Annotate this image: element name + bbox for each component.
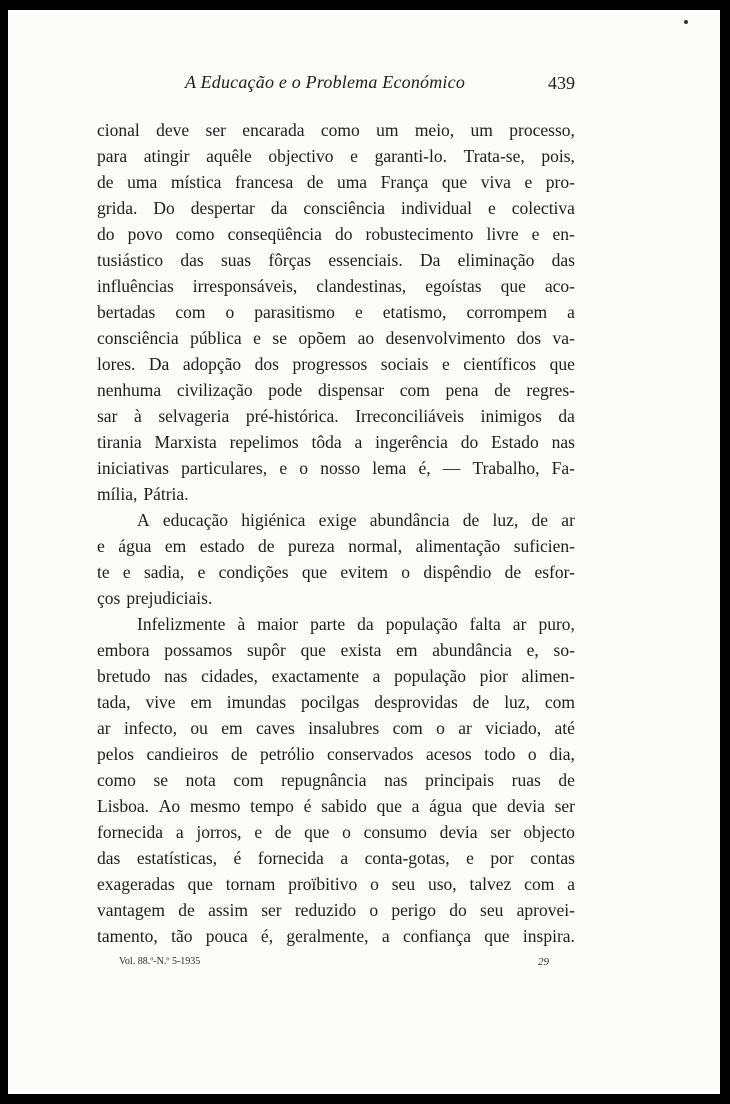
text-line: do povo como conseqüência do robustecimento livre e en- <box>97 224 575 244</box>
volume-line: Vol. 88.º-N.º 5-1935 <box>119 956 201 967</box>
signature-mark: 29 <box>538 956 549 968</box>
text-line: fornecida a jorros, e de que o consumo devia ser objecto <box>97 822 575 842</box>
text-line: como se nota com repugnância nas principais ruas de <box>97 770 575 790</box>
ink-speck <box>684 20 688 24</box>
page-sheet <box>8 10 720 1094</box>
text-line: e água em estado de pureza normal, alimentação suficien- <box>97 536 575 556</box>
text-line: sar à selvageria pré-histórica. Irreconciliáveis inimigos da <box>97 406 575 426</box>
body-text <box>97 117 575 949</box>
page-footer <box>119 956 549 967</box>
text-line: consciência pública e se opõem ao desenvolvimento dos va- <box>97 328 575 348</box>
text-line: embora possamos supôr que exista em abundância e, so- <box>97 640 575 660</box>
page-number: 439 <box>548 73 575 93</box>
text-line: vantagem de assim ser reduzido o perigo do seu aprovei- <box>97 900 575 920</box>
text-line: tirania Marxista repelimos tôda a ingerência do Estado nas <box>97 432 575 452</box>
text-line: cional deve ser encarada como um meio, um processo, <box>97 120 575 140</box>
text-line: nenhuma civilização pode dispensar com pena de regres- <box>97 380 575 400</box>
text-line: grida. Do despertar da consciência individual e colectiva <box>97 198 575 218</box>
text-line: tamento, tão pouca é, geralmente, a confiança que inspira. <box>97 926 575 946</box>
text-line: bretudo nas cidades, exactamente a população pior alimen- <box>97 666 575 686</box>
text-line: ços prejudiciais. <box>97 588 213 608</box>
text-line: Lisboa. Ao mesmo tempo é sabido que a água que devia ser <box>97 796 575 816</box>
text-line: Infelizmente à maior parte da população falta ar puro, <box>137 614 575 634</box>
text-line: A educação higiénica exige abundância de luz, de ar <box>137 510 575 530</box>
text-line: bertadas com o parasitismo e etatismo, corrompem a <box>97 302 575 322</box>
text-line: mília, Pátria. <box>97 484 189 504</box>
text-line: das estatísticas, é fornecida a conta-gotas, e por contas <box>97 848 575 868</box>
text-line: para atingir aquêle objectivo e garanti-lo. Trata-se, pois, <box>97 146 575 166</box>
text-line: te e sadia, e condições que evitem o dispêndio de esfor- <box>97 562 575 582</box>
running-title: A Educação e o Problema Económico <box>185 72 466 92</box>
text-line: iniciativas particulares, e o nosso lema é, — Trabalho, Fa- <box>97 458 575 478</box>
text-line: exageradas que tornam proïbitivo o seu uso, talvez com a <box>97 874 575 894</box>
text-line: tusiástico das suas fôrças essenciais. Da eliminação das <box>97 250 575 270</box>
text-line: lores. Da adopção dos progressos sociais e científicos que <box>97 354 575 374</box>
text-line: de uma mística francesa de uma França que viva e pro- <box>97 172 575 192</box>
text-line: pelos candieiros de petrólio conservados acesos todo o dia, <box>97 744 575 764</box>
text-line: influências irresponsáveis, clandestinas, egoístas que aco- <box>97 276 575 296</box>
text-line: tada, vive em imundas pocilgas desprovidas de luz, com <box>97 692 575 712</box>
running-header <box>97 72 575 100</box>
text-line: ar infecto, ou em caves insalubres com o ar viciado, até <box>97 718 575 738</box>
